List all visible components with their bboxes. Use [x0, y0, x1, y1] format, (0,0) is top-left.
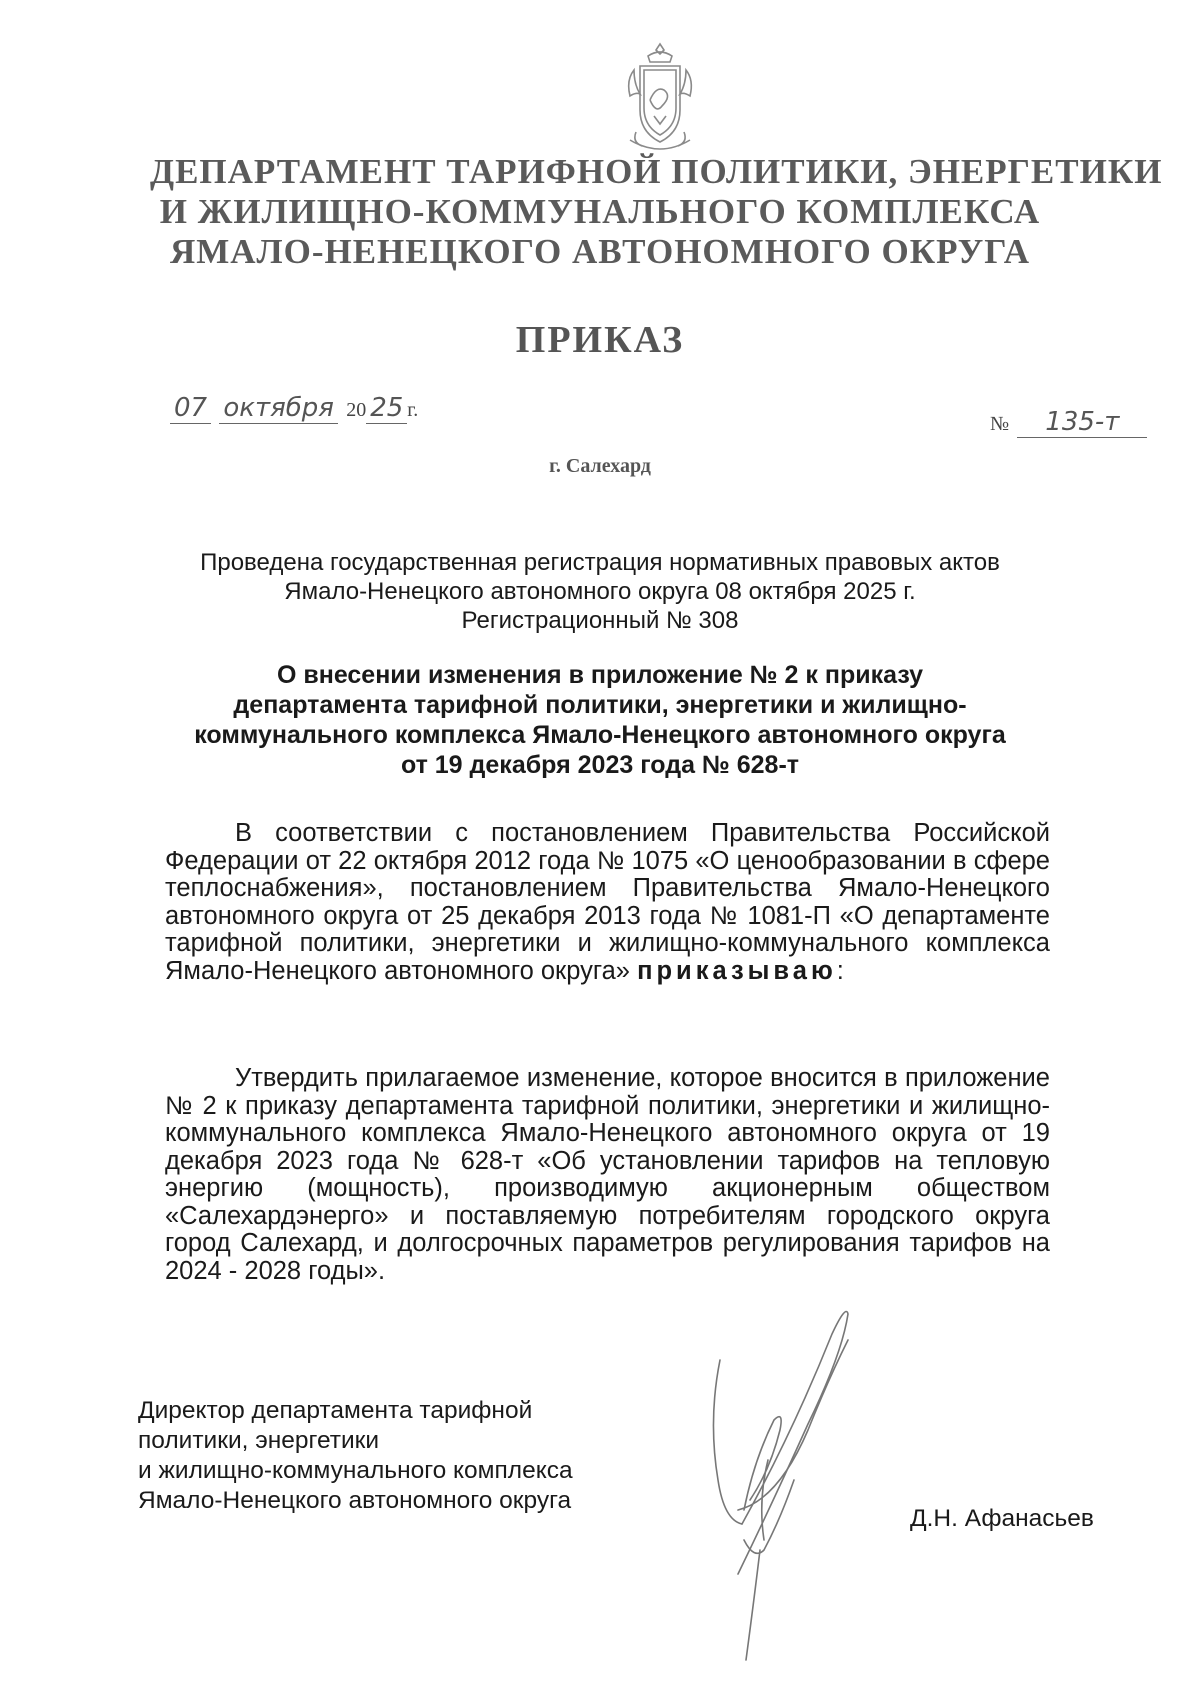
preamble-paragraph: [165, 820, 1050, 985]
signatory-position: [138, 1396, 573, 1516]
department-name-line-1: ДЕПАРТАМЕНТ ТАРИФНОЙ ПОЛИТИКИ, ЭНЕРГЕТИКИ: [150, 152, 1163, 191]
issue-city: г. Салехард: [549, 455, 651, 477]
signer-name: Д.Н. Афанасьев: [910, 1505, 1094, 1532]
registration-line-2: Ямало-Ненецкого автономного округа 08 октября 2025 г.: [284, 578, 916, 605]
date-year-prefix: 20: [346, 399, 367, 421]
position-line-1: Директор департамента тарифной: [138, 1397, 533, 1424]
registration-line-3: Регистрационный № 308: [461, 607, 739, 634]
date-day: 07: [170, 393, 211, 424]
department-name-line-2: И ЖИЛИЩНО-КОММУНАЛЬНОГО КОМПЛЕКСА: [159, 192, 1041, 231]
department-name-line-3: ЯМАЛО-НЕНЕЦКОГО АВТОНОМНОГО ОКРУГА: [169, 232, 1031, 271]
position-line-2: политики, энергетики: [138, 1427, 380, 1454]
position-line-4: Ямало-Ненецкого автономного округа: [138, 1487, 572, 1514]
date-month: октября: [219, 393, 338, 424]
date-suffix: г.: [407, 399, 419, 421]
resolution-paragraph: Утвердить прилагаемое изменение, которое вносится в приложение № 2 к приказу департамента тарифной политики, энергетики и жилищно-коммунального комплекса Ямало-Ненецкого автономного округа от 19 декабря 2023 года № 628-т «Об установлении тарифов на тепловую энергию (мощность), производимую акционерным обществом «Салехардэнерго» и поставляемую потребителям городского округа город Салехард, и долгосрочных параметров регулирования тарифов на 2024 - 2028 годы».: [165, 1064, 1050, 1285]
title-line-3: коммунального комплекса Ямало-Ненецкого автономного округа: [194, 721, 1006, 749]
position-line-3: и жилищно-коммунального комплекса: [138, 1457, 573, 1484]
preamble-text: В соответствии с постановлением Правительства Российской Федерации от 22 октября 2012 года № 1075 «О ценообразовании в сфере теплоснабжения», постановлением Правительства Ямало-Ненецкого автономного округа от 25 декабря 2013 года № 1081-П «О департаменте тарифной политики, энергетики и жилищно-коммунального комплекса Ямало-Ненецкого автономного округа»: [165, 819, 1050, 985]
document-type: ПРИКАЗ: [515, 319, 685, 361]
department-name: [150, 152, 1163, 272]
preamble-colon: :: [836, 956, 844, 985]
coat-of-arms-icon: [620, 40, 700, 160]
title-line-2: департамента тарифной политики, энергетики и жилищно-: [233, 691, 967, 719]
order-verb: приказываю: [637, 956, 837, 985]
handwritten-signature-icon: [680, 1300, 910, 1680]
registration-line-1: Проведена государственная регистрация нормативных правовых актов: [200, 549, 1000, 576]
order-title: [150, 660, 1050, 780]
order-date: [170, 393, 418, 423]
title-line-1: О внесении изменения в приложение № 2 к приказу: [276, 661, 924, 689]
registration-note: [150, 548, 1050, 635]
date-year: 25: [366, 393, 407, 424]
title-line-4: от 19 декабря 2023 года № 628-т: [400, 751, 800, 779]
number-sign: №: [990, 413, 1010, 435]
order-number: [990, 407, 1147, 438]
number-value: 135-т: [1017, 407, 1147, 438]
